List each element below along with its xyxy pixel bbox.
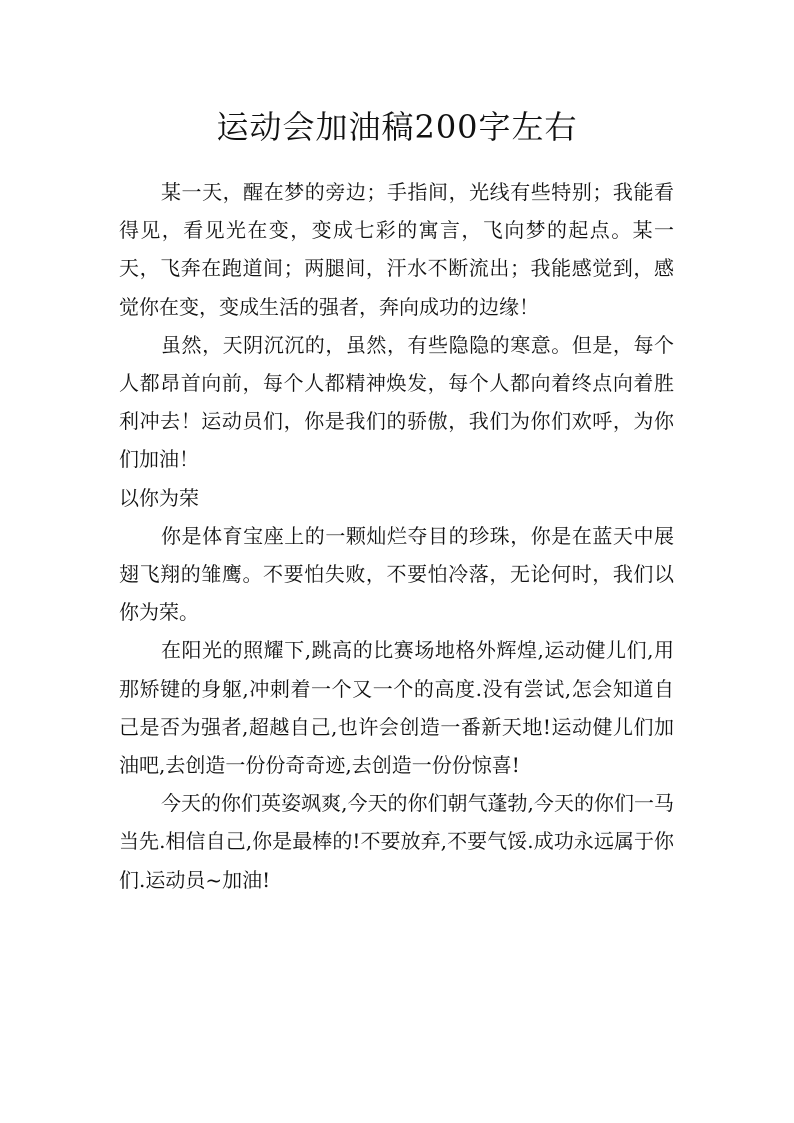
paragraph-4: 在阳光的照耀下,跳高的比赛场地格外辉煌,运动健儿们,用那矫键的身躯,冲刺着一个又一个的高度.没有尝试,怎会知道自己是否为强者,超越自己,也许会创造一番新天地!运动健儿们加油吧,去创造一份份奇奇迹,去创造一份份惊喜! bbox=[119, 638, 674, 778]
document-body bbox=[119, 173, 674, 899]
paragraph-2: 虽然，天阴沉沉的，虽然，有些隐隐的寒意。但是，每个人都昂首向前，每个人都精神焕发，每个人都向着终点向着胜利冲去！运动员们，你是我们的骄傲，我们为你们欢呼，为你们加油！ bbox=[119, 332, 674, 472]
document-title: 运动会加油稿200字左右 bbox=[216, 108, 578, 146]
paragraph-3: 你是体育宝座上的一颗灿烂夺目的珍珠，你是在蓝天中展翅飞翔的雏鹰。不要怕失败，不要怕冷落，无论何时，我们以你为荣。 bbox=[119, 523, 674, 625]
section-heading: 以你为荣 bbox=[119, 485, 199, 510]
paragraph-5: 今天的你们英姿飒爽,今天的你们朝气蓬勃,今天的你们一马当先.相信自己,你是最棒的!不要放弃,不要气馁.成功永远属于你们.运动员~加油! bbox=[119, 791, 674, 892]
paragraph-1: 某一天，醒在梦的旁边；手指间，光线有些特别；我能看得见，看见光在变，变成七彩的寓言，飞向梦的起点。某一天，飞奔在跑道间；两腿间，汗水不断流出；我能感觉到，感觉你在变，变成生活的强者，奔向成功的边缘！ bbox=[119, 180, 674, 319]
